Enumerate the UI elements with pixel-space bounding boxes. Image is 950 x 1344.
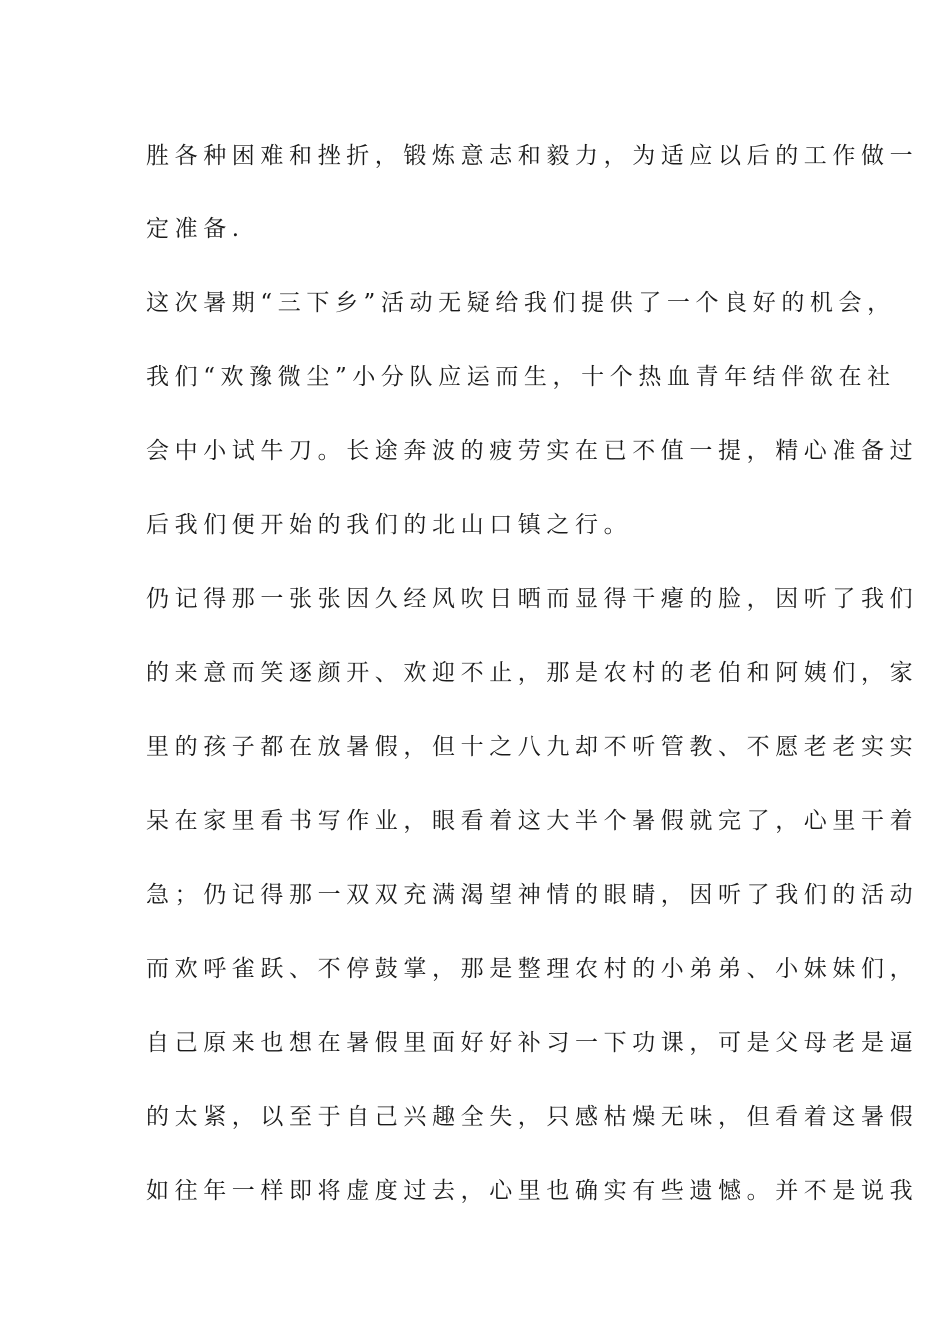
- text-line: 而欢呼雀跃、不停鼓掌，那是整理农村的小弟弟、小妹妹们，: [146, 956, 919, 982]
- text-line: 胜各种困难和挫折，锻炼意志和毅力，为适应以后的工作做一: [146, 143, 919, 169]
- text-line: 里的孩子都在放暑假，但十之八九却不听管教、不愿老老实实: [146, 734, 919, 760]
- text-line: 仍记得那一张张因久经风吹日晒而显得干瘪的脸，因听了我们: [146, 586, 919, 612]
- text-line: 呆在家里看书写作业，眼看着这大半个暑假就完了，心里干着: [146, 808, 919, 834]
- text-line: 如往年一样即将虚度过去，心里也确实有些遗憾。并不是说我: [146, 1178, 919, 1204]
- text-line: 这次暑期“三下乡”活动无疑给我们提供了一个良好的机会，: [146, 290, 896, 316]
- text-line: 的来意而笑逐颜开、欢迎不止，那是农村的老伯和阿姨们，家: [146, 660, 919, 686]
- text-line: 会中小试牛刀。长途奔波的疲劳实在已不值一提，精心准备过: [146, 438, 919, 464]
- text-line: 后我们便开始的我们的北山口镇之行。: [146, 512, 633, 538]
- text-line: 急；仍记得那一双双充满渴望神情的眼睛，因听了我们的活动: [146, 882, 919, 908]
- text-line: 我们“欢豫微尘”小分队应运而生，十个热血青年结伴欲在社: [146, 364, 896, 390]
- text-line: 自己原来也想在暑假里面好好补习一下功课，可是父母老是逼: [146, 1030, 919, 1056]
- text-line: 定准备.: [146, 216, 245, 242]
- text-line: 的太紧，以至于自己兴趣全失，只感枯燥无味，但看着这暑假: [146, 1104, 919, 1130]
